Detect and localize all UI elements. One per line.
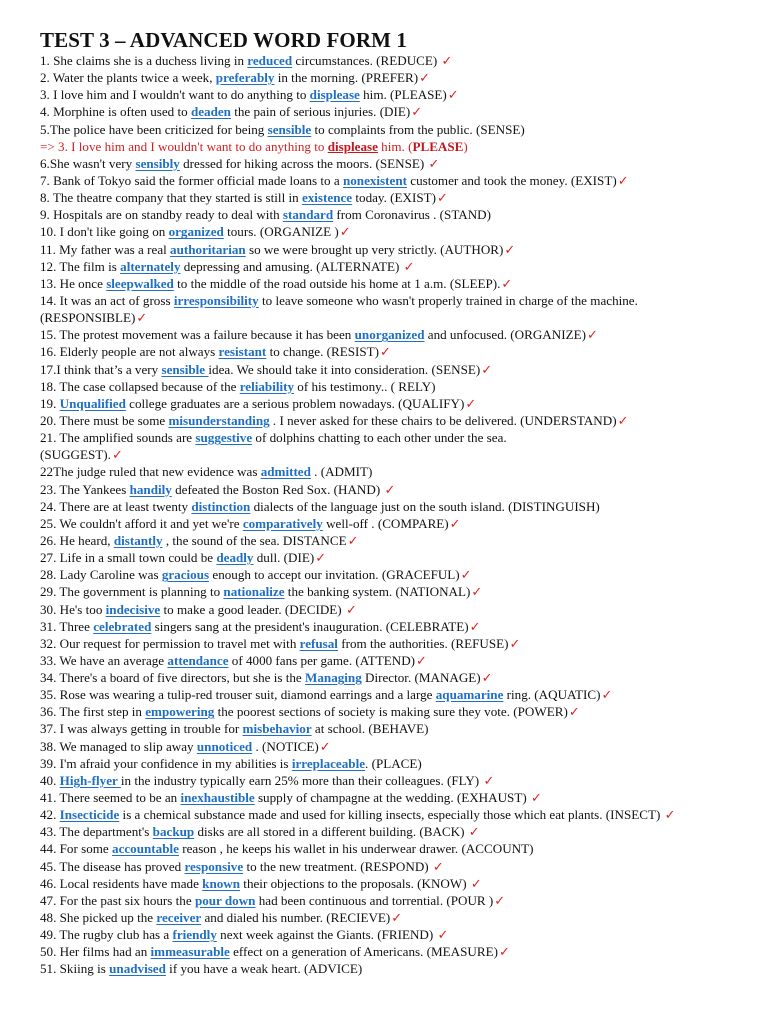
answer-word: distantly — [113, 532, 163, 548]
sentence-text-after: from the authorities. (REFUSE) — [337, 635, 509, 651]
checkmark-icon: ✓ — [447, 87, 459, 103]
sentence-text-after: dull. (DIE) — [253, 550, 315, 566]
question-line — [40, 669, 766, 686]
answer-word: suggestive — [195, 430, 253, 446]
question-line — [40, 960, 766, 977]
sentence-text-after: well-off . (COMPARE) — [322, 515, 449, 531]
answer-word: sensible — [161, 361, 209, 377]
answer-word: inexhaustible — [180, 790, 255, 806]
sentence-text-before: 51. Skiing is — [40, 961, 110, 977]
sentence-text-before: 20. There must be some — [40, 412, 169, 428]
sentence-text-before: 14. It was an act of gross — [40, 292, 174, 308]
sentence-text-after: supply of champagne at the wedding. (EXHAUST) — [254, 790, 530, 806]
answer-word: attendance — [167, 652, 229, 668]
sentence-text-before: 23. The Yankees — [40, 481, 130, 497]
sentence-text-before: 36. The first step in — [40, 704, 146, 720]
checkmark-icon: ✓ — [601, 687, 613, 703]
question-line — [40, 601, 766, 618]
question-line — [40, 720, 766, 737]
sentence-text-before: 49. The rugby club has a — [40, 927, 173, 943]
answer-word: unorganized — [354, 327, 425, 343]
sentence-text-after: him. ( — [377, 138, 413, 154]
question-line — [40, 326, 766, 343]
checkmark-icon: ✓ — [586, 327, 598, 343]
checkmark-icon: ✓ — [441, 53, 453, 68]
checkmark-icon: ✓ — [449, 515, 461, 531]
sentence-text-after: their objections to the proposals. (KNOW) — [240, 875, 470, 891]
question-line — [40, 121, 766, 138]
sentence-text-before: 40. — [40, 772, 60, 788]
question-line — [40, 429, 766, 446]
sentence-text-before: 13. He once — [40, 275, 107, 291]
sentence-text-after: dressed for hiking across the moors. (SENSE) — [179, 155, 428, 171]
checkmark-icon: ✓ — [380, 344, 391, 360]
question-line — [40, 86, 766, 103]
question-line — [40, 206, 766, 223]
sentence-text-before: 12. The film is — [40, 258, 121, 274]
sentence-text-after: is a chemical substance made and used for killing insects, especially those which eat plants. (INSECT) — [119, 807, 664, 823]
answer-word: displease — [327, 138, 378, 154]
sentence-text-after: the banking system. (NATIONAL) — [284, 584, 471, 600]
question-line — [40, 566, 766, 583]
sentence-text-before: 4. Morphine is often used to — [40, 104, 191, 120]
checkmark-icon: ✓ — [111, 447, 123, 463]
checkmark-icon: ✓ — [437, 190, 448, 206]
sentence-text-after: effect on a generation of Americans. (MEASURE) — [229, 944, 498, 960]
checkmark-icon: ✓ — [460, 567, 472, 583]
checkmark-icon: ✓ — [465, 395, 477, 411]
answer-word: refusal — [299, 635, 338, 651]
sentence-text-after: tours. (ORGANIZE ) — [223, 224, 339, 240]
sentence-text-after: idea. We should take it into consideration. (SENSE) — [208, 361, 481, 377]
answer-word: Unqualified — [59, 395, 126, 411]
question-line — [40, 155, 766, 172]
sentence-text-after: today. (EXIST) — [352, 190, 436, 206]
sentence-text-before: 18. The case collapsed because of the — [40, 378, 240, 394]
sentence-text-before: 39. I'm afraid your confidence in my abilities is — [40, 755, 292, 771]
checkmark-icon: ✓ — [437, 927, 449, 943]
answer-word: misunderstanding — [168, 412, 270, 428]
answer-word: admitted — [260, 464, 311, 480]
sentence-text-before: 33. We have an average — [40, 652, 168, 668]
answer-word: existence — [301, 190, 353, 206]
sentence-text-before: 5.The police have been criticized for being — [40, 121, 268, 137]
sentence-text-before: 10. I don't like going on — [40, 224, 169, 240]
answer-word: backup — [152, 824, 195, 840]
question-line — [40, 583, 766, 600]
checkmark-icon: ✓ — [411, 104, 423, 120]
answer-word: irresponsibility — [173, 292, 259, 308]
sentence-text-before: => 3. I love him and I wouldn't want to do anything to — [40, 138, 328, 154]
answer-word: known — [202, 875, 241, 891]
question-line — [40, 618, 766, 635]
question-line — [40, 361, 766, 378]
question-line — [40, 378, 766, 395]
question-line — [40, 858, 766, 875]
sentence-text-before: 22The judge ruled that new evidence was — [40, 464, 261, 480]
sentence-text-before: 46. Local residents have made — [40, 875, 203, 891]
question-line — [40, 875, 766, 892]
sentence-text-after: singers sang at the president's inauguration. (CELEBRATE) — [151, 618, 469, 634]
sentence-text-before: 50. Her films had an — [40, 944, 151, 960]
sentence-text-before: 31. Three — [40, 618, 94, 634]
question-line — [40, 840, 766, 857]
answer-word: pour down — [194, 892, 256, 908]
sentence-text-after: customer and took the money. (EXIST) — [406, 172, 617, 188]
checkmark-icon: ✓ — [501, 275, 513, 291]
checkmark-icon: ✓ — [416, 652, 427, 668]
checkmark-icon: ✓ — [509, 635, 521, 651]
sentence-text-before: 11. My father was a real — [40, 241, 171, 257]
checkmark-icon: ✓ — [384, 481, 396, 497]
question-line — [40, 395, 766, 412]
checkmark-icon: ✓ — [468, 824, 480, 840]
sentence-text-after: in the industry typically earn 25% more than their colleagues. (FLY) — [120, 772, 483, 788]
sentence-text-before: 24. There are at least twenty — [40, 498, 192, 514]
question-line — [40, 463, 766, 480]
checkmark-icon: ✓ — [469, 618, 481, 634]
answer-word: responsive — [184, 858, 244, 874]
sentence-text-after: the poorest sections of society is making sure they vote. (POWER) — [214, 704, 568, 720]
answer-word: comparatively — [242, 515, 323, 531]
sentence-text-after: to leave someone who wasn't properly trained in charge of the machine. — [258, 292, 638, 308]
sentence-text-after: defeated the Boston Red Sox. (HAND) — [171, 481, 384, 497]
sentence-text-after: to the new treatment. (RESPOND) — [243, 858, 432, 874]
answer-word: unadvised — [109, 961, 166, 977]
answer-word: nonexistent — [342, 172, 407, 188]
question-line — [40, 635, 766, 652]
answer-word: aquamarine — [435, 687, 504, 703]
checkmark-icon: ✓ — [664, 807, 676, 823]
checkmark-icon: ✓ — [403, 258, 415, 274]
checkmark-icon: ✓ — [428, 155, 440, 171]
sentence-text-before: 42. — [40, 807, 60, 823]
sentence-text-before: 26. He heard, — [40, 532, 114, 548]
answer-word: sleepwalked — [106, 275, 174, 291]
sentence-text-before: 48. She picked up the — [40, 910, 157, 926]
answer-word: reduced — [247, 53, 293, 68]
question-line — [40, 755, 766, 772]
checkmark-icon: ✓ — [319, 738, 331, 754]
sentence-text-after: , the sound of the sea. DISTANCE — [162, 532, 347, 548]
answer-word: receiver — [156, 910, 202, 926]
sentence-text-before: 15. The protest movement was a failure because it has been — [40, 327, 355, 343]
question-line — [40, 52, 766, 69]
sentence-text-before: 19. — [40, 395, 60, 411]
answer-word: distinction — [191, 498, 251, 514]
sentence-text-before: 35. Rose was wearing a tulip-red trouser suit, diamond earrings and a large — [40, 687, 436, 703]
question-line — [40, 172, 766, 189]
sentence-text-before: (SUGGEST). — [40, 447, 111, 463]
sentence-text-before: 6.She wasn't very — [40, 155, 136, 171]
checkmark-icon: ✓ — [504, 241, 516, 257]
question-line — [40, 309, 766, 326]
sentence-text-before: 32. Our request for permission to travel met with — [40, 635, 300, 651]
answer-word: nationalize — [223, 584, 285, 600]
question-line — [40, 686, 766, 703]
answer-word: handily — [129, 481, 172, 497]
sentence-text-after: . (ADMIT) — [310, 464, 373, 480]
sentence-text-after: of 4000 fans per game. (ATTEND) — [228, 652, 416, 668]
sentence-text-after: circumstances. (REDUCE) — [292, 53, 441, 68]
sentence-text-after: disks are all stored in a different building. (BACK) — [194, 824, 468, 840]
question-line — [40, 258, 766, 275]
checkmark-icon: ✓ — [498, 944, 510, 960]
question-line — [40, 412, 766, 429]
sentence-text-before: 47. For the past six hours the — [40, 892, 195, 908]
sentence-text-after: reason , he keeps his wallet in his underwear drawer. (ACCOUNT) — [178, 841, 534, 857]
question-line — [40, 103, 766, 120]
sentence-text-before: 2. Water the plants twice a week, — [40, 70, 216, 86]
answer-word: accountable — [112, 841, 179, 857]
checkmark-icon: ✓ — [568, 704, 580, 720]
sentence-text-after: in the morning. (PREFER) — [274, 70, 419, 86]
sentence-text-after: and unfocused. (ORGANIZE) — [424, 327, 586, 343]
answer-word: sensible — [267, 121, 312, 137]
answer-word: authoritarian — [170, 241, 246, 257]
question-line — [40, 481, 766, 498]
sentence-text-before: 37. I was always getting in trouble for — [40, 721, 243, 737]
question-line — [40, 498, 766, 515]
answer-word: High-flyer — [59, 772, 121, 788]
answer-word: unnoticed — [196, 738, 253, 754]
sentence-text-before: 25. We couldn't afford it and yet we're — [40, 515, 243, 531]
sentence-text-after: Director. (MANAGE) — [361, 670, 481, 686]
page-title: TEST 3 – ADVANCED WORD FORM 1 — [40, 28, 407, 52]
answer-word: sensibly — [135, 155, 180, 171]
sentence-text-before: 34. There's a board of five directors, but she is the — [40, 670, 306, 686]
sentence-text-before: 38. We managed to slip away — [40, 738, 197, 754]
question-line — [40, 652, 766, 669]
sentence-text-after: . (NOTICE) — [252, 738, 319, 754]
sentence-text-after: at school. (BEHAVE) — [311, 721, 429, 737]
sentence-text-after: . I never asked for these chairs to be delivered. (UNDERSTAND) — [269, 412, 617, 428]
sentence-text-after: to make a good leader. (DECIDE) — [160, 601, 345, 617]
answer-word: celebrated — [93, 618, 152, 634]
sentence-text-before: 7. Bank of Tokyo said the former official made loans to a — [40, 172, 343, 188]
corrected-sentence-line — [40, 138, 766, 155]
checkmark-icon: ✓ — [315, 550, 327, 566]
sentence-text-before: 28. Lady Caroline was — [40, 567, 162, 583]
answer-word: preferably — [215, 70, 275, 86]
question-line — [40, 892, 766, 909]
answer-word: misbehavior — [242, 721, 312, 737]
answer-word: deaden — [190, 104, 231, 120]
sentence-text-after: of his testimony.. ( RELY) — [294, 378, 436, 394]
checkmark-icon: ✓ — [347, 532, 359, 548]
question-line — [40, 943, 766, 960]
question-line — [40, 806, 766, 823]
answer-word: deadly — [216, 550, 254, 566]
sentence-text-before: 44. For some — [40, 841, 113, 857]
answer-word: standard — [282, 207, 334, 223]
sentence-text-before: 43. The department's — [40, 824, 153, 840]
question-list — [40, 52, 766, 978]
answer-word: reliability — [239, 378, 295, 394]
checkmark-icon: ✓ — [617, 412, 629, 428]
answer-word: Managing — [305, 670, 362, 686]
sentence-text-after: and dialed his number. (RECIEVE) — [201, 910, 391, 926]
answer-word: immeasurable — [150, 944, 230, 960]
checkmark-icon: ✓ — [481, 361, 493, 377]
sentence-text-before: 21. The amplified sounds are — [40, 430, 196, 446]
sentence-text-before: 16. Elderly people are not always — [40, 344, 219, 360]
checkmark-icon: ✓ — [530, 790, 542, 806]
answer-word: resistant — [218, 344, 267, 360]
sentence-text-after: to complaints from the public. (SENSE) — [311, 121, 525, 137]
checkmark-icon: ✓ — [494, 892, 506, 908]
question-line — [40, 515, 766, 532]
question-line — [40, 292, 766, 309]
answer-word: indecisive — [105, 601, 161, 617]
sentence-text-after: next week against the Giants. (FRIEND) — [216, 927, 437, 943]
question-line — [40, 223, 766, 240]
sentence-text-before: (RESPONSIBLE) — [40, 310, 136, 326]
sentence-text-after: ring. (AQUATIC) — [503, 687, 601, 703]
sentence-text-after: the pain of serious injuries. (DIE) — [230, 104, 411, 120]
checkmark-icon: ✓ — [483, 772, 495, 788]
question-line — [40, 549, 766, 566]
question-line — [40, 275, 766, 292]
question-line — [40, 703, 766, 720]
sentence-text-after: college graduates are a serious problem nowadays. (QUALIFY) — [125, 395, 465, 411]
checkmark-icon: ✓ — [471, 584, 483, 600]
question-line — [40, 532, 766, 549]
sentence-text-after: enough to accept our invitation. (GRACEFUL) — [209, 567, 460, 583]
sentence-text-after: from Coronavirus . (STAND) — [333, 207, 491, 223]
sentence-text-after: dialects of the language just on the south island. (DISTINGUISH) — [250, 498, 600, 514]
answer-word: gracious — [161, 567, 210, 583]
checkmark-icon: ✓ — [136, 310, 148, 326]
checkmark-icon: ✓ — [391, 910, 403, 926]
sentence-text-before: 27. Life in a small town could be — [40, 550, 217, 566]
question-line — [40, 926, 766, 943]
question-line — [40, 909, 766, 926]
sentence-text-before: 41. There seemed to be an — [40, 790, 181, 806]
question-line — [40, 772, 766, 789]
sentence-text-after: to change. (RESIST) — [266, 344, 380, 360]
sentence-text-before: 17.I think that’s a very — [40, 361, 162, 377]
answer-word: empowering — [145, 704, 215, 720]
sentence-text-before: 30. He's too — [40, 601, 106, 617]
sentence-text-after: him. (PLEASE) — [359, 87, 447, 103]
sentence-text-after: to the middle of the road outside his home at 1 a.m. (SLEEP). — [173, 275, 501, 291]
question-line — [40, 189, 766, 206]
sentence-text-after: . (PLACE) — [365, 755, 422, 771]
answer-word: organized — [168, 224, 224, 240]
question-line — [40, 446, 766, 463]
answer-word: friendly — [172, 927, 217, 943]
question-line — [40, 738, 766, 755]
answer-word: Insecticide — [59, 807, 120, 823]
question-line — [40, 69, 766, 86]
root-word: PLEASE — [412, 138, 464, 154]
sentence-text-before: 9. Hospitals are on standby ready to deal with — [40, 207, 283, 223]
sentence-text-before: 29. The government is planning to — [40, 584, 224, 600]
sentence-text-after: of dolphins chatting to each other under the sea. — [252, 430, 507, 446]
sentence-text-after: if you have a weak heart. (ADVICE) — [165, 961, 363, 977]
sentence-text-before: 1. She claims she is a duchess living in — [40, 53, 248, 68]
question-line — [40, 241, 766, 258]
sentence-text-after: depressing and amusing. (ALTERNATE) — [180, 258, 403, 274]
sentence-text-before: 8. The theatre company that they started is still in — [40, 190, 302, 206]
answer-word: displease — [309, 87, 360, 103]
checkmark-icon: ✓ — [481, 670, 493, 686]
checkmark-icon: ✓ — [345, 601, 357, 617]
checkmark-icon: ✓ — [419, 70, 431, 86]
answer-word: irreplaceable — [291, 755, 366, 771]
question-line — [40, 823, 766, 840]
sentence-text-after: had been continuous and torrential. (POUR ) — [255, 892, 494, 908]
sentence-text-before: 45. The disease has proved — [40, 858, 185, 874]
sentence-text-before: 3. I love him and I wouldn't want to do anything to — [40, 87, 310, 103]
checkmark-icon: ✓ — [470, 875, 482, 891]
checkmark-icon: ✓ — [617, 172, 629, 188]
answer-word: alternately — [120, 258, 181, 274]
checkmark-icon: ✓ — [339, 224, 351, 240]
question-line — [40, 789, 766, 806]
sentence-text-after: so we were brought up very strictly. (AUTHOR) — [245, 241, 504, 257]
sentence-text-end: ) — [463, 138, 468, 154]
question-line — [40, 343, 766, 360]
checkmark-icon: ✓ — [432, 858, 444, 874]
